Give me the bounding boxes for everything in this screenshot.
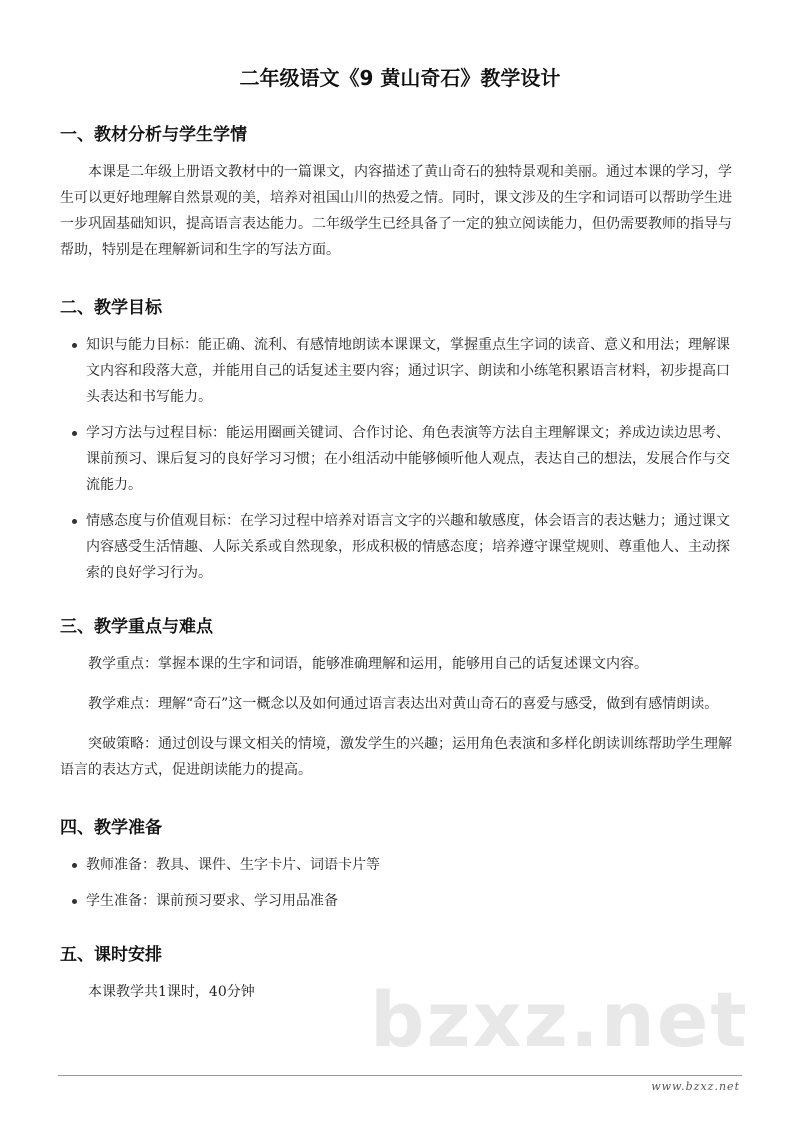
section-heading: 二、教学目标 xyxy=(60,298,162,318)
list-item: 知识与能力目标：能正确、流利、有感情地朗读本课课文，掌握重点生字词的读音、意义和用法；理解课文内容和段落大意，并能用自己的话复述主要内容；通过识字、朗读和小练笔积累语言材料，初步提高口头表达和书写能力。 xyxy=(86,332,740,410)
paragraph: 突破策略：通过创设与课文相关的情境，激发学生的兴趣；运用角色表演和多样化朗读训练帮助学生理解语言的表达方式，促进朗读能力的提高。 xyxy=(60,736,732,778)
section-heading: 四、教学准备 xyxy=(60,818,162,838)
section-objectives xyxy=(60,293,740,586)
section-analysis xyxy=(60,120,740,263)
list-item: 学习方法与过程目标：能运用圈画关键词、合作讨论、角色表演等方法自主理解课文；养成边读边思考、课前预习、课后复习的良好学习习惯；在小组活动中能够倾听他人观点，表达自己的想法，发展合作与交流能力。 xyxy=(86,420,740,498)
list-item: 情感态度与价值观目标：在学习过程中培养对语言文字的兴趣和敏感度，体会语言的表达魅力；通过课文内容感受生活情趣、人际关系或自然现象，形成积极的情感态度；培养遵守课堂规则、尊重他人、主动探索的良好学习行为。 xyxy=(86,508,740,586)
section-heading: 五、课时安排 xyxy=(60,945,162,965)
section-preparation xyxy=(60,813,740,914)
list-item: 学生准备：课前预习要求、学习用品准备 xyxy=(86,888,740,914)
list-item: 教师准备：教具、课件、生字卡片、词语卡片等 xyxy=(86,852,740,878)
paragraph: 本课是二年级上册语文教材中的一篇课文，内容描述了黄山奇石的独特景观和美丽。通过本课的学习，学生可以更好地理解自然景观的美，培养对祖国山川的热爱之情。同时，课文涉及的生字和词语可以帮助学生进一步巩固基础知识，提高语言表达能力。二年级学生已经具备了一定的独立阅读能力，但仍需要教师的指导与帮助，特别是在理解新词和生字的写法方面。 xyxy=(60,164,732,258)
bullet-list xyxy=(60,332,740,586)
paragraph: 本课教学共1课时，40分钟 xyxy=(88,984,255,1000)
section-heading: 三、教学重点与难点 xyxy=(60,617,213,637)
footer-url: www.bzxz.net xyxy=(651,1080,740,1093)
document-title: 二年级语文《9 黄山奇石》教学设计 xyxy=(239,66,561,90)
bullet-list xyxy=(60,852,740,914)
paragraph: 教学重点：掌握本课的生字和词语，能够准确理解和运用，能够用自己的话复述课文内容。 xyxy=(88,656,648,672)
watermark: bzxz.net xyxy=(370,975,749,1064)
footer-divider xyxy=(58,1075,742,1076)
document-body xyxy=(60,120,740,1035)
paragraph: 教学难点：理解“奇石”这一概念以及如何通过语言表达出对黄山奇石的喜爱与感受，做到有感情朗读。 xyxy=(88,696,719,712)
section-heading: 一、教材分析与学生学情 xyxy=(60,125,247,145)
section-key-points xyxy=(60,612,740,783)
